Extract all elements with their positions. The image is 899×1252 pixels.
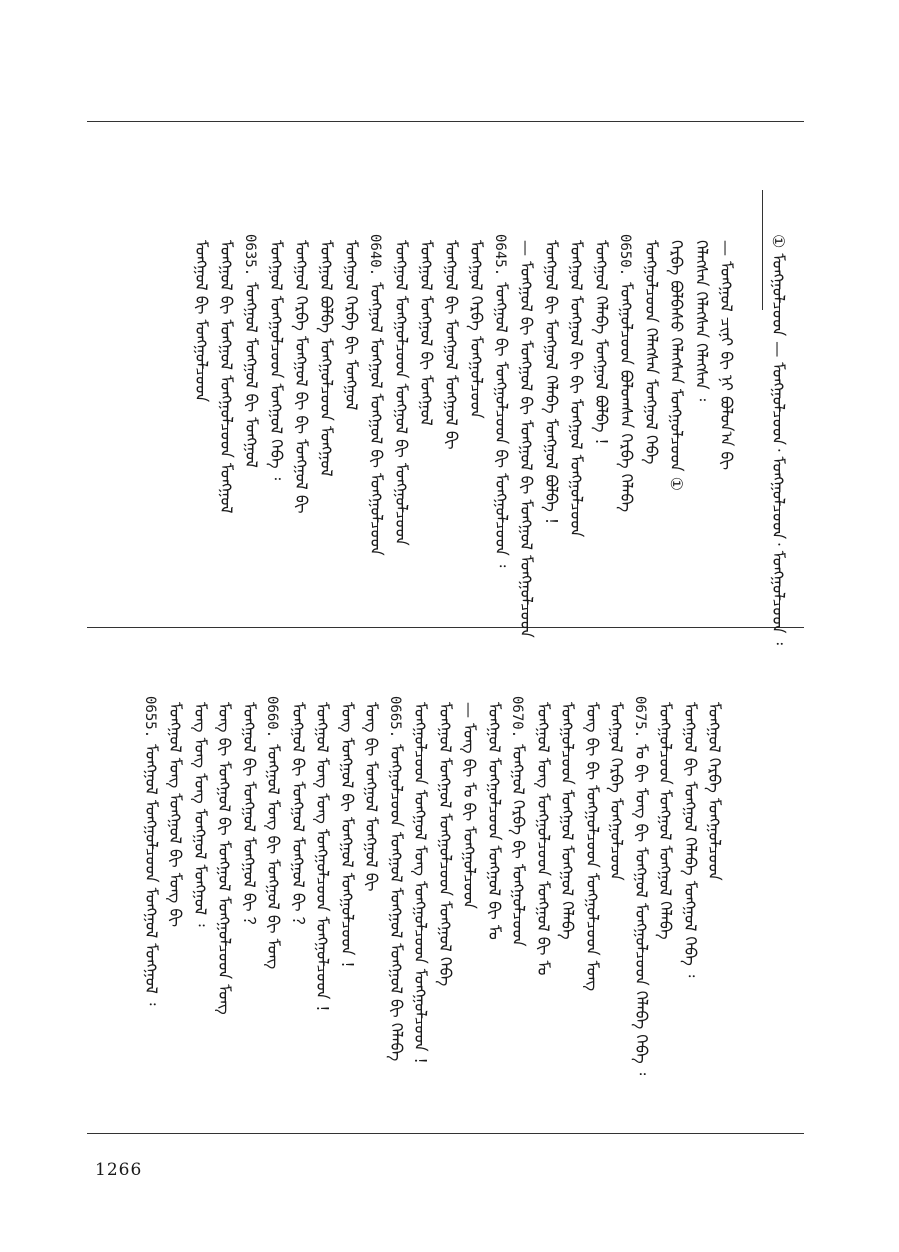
line-text: ᠮᠣᠩᠭᠤᠯ ᠮᠣᠩ ᠮᠣᠩ ᠮᠣᠩᠭᠤᠯᠴᠤᠳ ᠮᠣᠩᠭᠤᠯᠴᠤᠳ ！ — [313, 702, 332, 1021]
line-text: ᠮᠣᠩᠭᠤᠯᠴᠤᠳ ᠪᠣᠯᠤᠭᠰᠠᠨ ᠬᠡᠷᠪᠡ ᠬᠡᠯᠡᠪᠡ — [617, 282, 636, 513]
top-line — [191, 234, 210, 402]
bottom-line — [239, 696, 258, 933]
top-line — [216, 234, 235, 514]
bottom-line — [680, 696, 699, 977]
top-line — [366, 234, 385, 556]
bottom-line — [410, 696, 429, 1073]
line-text: — ᠮᠣᠩ ᠪᠢ ᠮᠣ ᠪᠢ ᠮᠣᠩᠭᠤᠯᠴᠤᠳ — [460, 702, 479, 909]
line-number: 0655. — [141, 696, 158, 739]
line-number: 0665. — [386, 696, 403, 739]
line-text: ᠮᠣᠩᠭᠤᠯᠴᠤᠳ ᠮᠣᠩᠭᠤᠯ ᠮᠣᠩ ᠮᠣᠩᠭᠤᠯᠴᠤᠳ ᠮᠣᠩᠭᠤᠯᠴᠤᠳ ！ — [411, 702, 430, 1073]
line-text: ᠮᠣᠩᠭᠤᠯ ᠬᠡᠷᠪᠡ ᠮᠣᠩᠭᠤᠯᠴᠤᠳ — [467, 240, 486, 419]
line-number: 0640. — [367, 234, 383, 277]
top-line — [416, 234, 435, 426]
top-line — [516, 234, 535, 638]
bottom-line — [606, 696, 625, 881]
line-text: ᠮᠣᠩᠭᠤᠯ ᠬᠡᠷᠪᠡ ᠪᠢ ᠮᠣᠩᠭᠤᠯ — [342, 240, 361, 411]
bottom-line — [435, 696, 454, 986]
top-line — [691, 234, 710, 401]
top-line — [591, 234, 610, 454]
line-text: ᠮᠣᠩᠭᠤᠯ ᠬᠡᠯᠡᠪᠡ ᠮᠣᠩᠭᠤᠯ ᠪᠣᠯᠪᠠ ！ — [592, 240, 611, 454]
line-text: ᠮᠣᠩᠭᠤᠯ ᠪᠢ ᠮᠣᠩᠭᠤᠯ ᠮᠣᠩᠭᠤᠯᠴᠤᠳ ᠮᠣᠩᠭᠤᠯ — [217, 240, 236, 514]
line-text: ᠮᠣᠩ ᠮᠣᠩ ᠮᠣᠩ ᠮᠣᠩᠭᠤᠯ ᠮᠣᠩᠭᠤᠯ ᠄ — [190, 702, 210, 927]
line-text: ᠮᠣᠩᠭᠤᠯ ᠪᠢ ᠮᠣᠩᠭᠤᠯ ᠬᠡᠯᠡᠪᠡ ᠮᠣᠩᠭᠤᠯ ᠭᠡᠪᠡ ᠄ — [680, 702, 700, 978]
bottom-line — [386, 696, 405, 1061]
line-text: — ᠮᠣᠩᠭᠤᠯ ᠪᠢ ᠮᠣᠩᠭᠤᠯ ᠪᠢ ᠮᠣᠩᠭᠤᠯ ᠪᠢ ᠮᠣᠩᠭᠤᠯ ᠮᠣᠩᠭᠤᠯᠴᠤᠳ — [517, 240, 536, 638]
top-line — [666, 234, 685, 491]
top-line — [641, 234, 660, 464]
line-number: 0660. — [264, 696, 280, 739]
footnote — [769, 234, 787, 645]
line-text: ᠮᠣᠩᠭᠤᠯ ᠪᠣᠯᠪᠠ ᠮᠣᠩᠭᠤᠯᠴᠤᠳ ᠮᠣᠩᠭᠤᠯ — [317, 240, 336, 477]
top-line — [566, 234, 585, 537]
top-line — [291, 234, 310, 514]
line-text: — ᠮᠣᠩᠭᠤᠯ ᠴᠢᠨᠢ ᠪᠢ ᠨᠢ ᠪᠣᠯᠤᠨ᠎ᠠ ᠪᠢ — [717, 240, 736, 471]
bottom-line — [337, 696, 356, 977]
bottom-line — [557, 696, 576, 940]
bottom-line — [631, 696, 650, 1075]
top-line — [316, 234, 335, 477]
top-line — [241, 234, 260, 468]
line-text: ᠮᠣᠩᠭᠤᠯ ᠮᠣᠩᠭᠤᠯ ᠪᠢ ᠮᠣᠩᠭᠤᠯ — [242, 282, 261, 468]
line-text: ᠬᠡᠯᠡᠭᠰᠡᠨ ᠬᠡᠯᠡᠭᠰᠡᠨ ᠬᠡᠯᠡᠭᠰᠡᠨ ᠄ — [692, 240, 711, 402]
line-text: ᠮᠣᠩᠭᠤᠯ ᠬᠡᠷᠪᠡ ᠮᠣᠩᠭᠤᠯᠴᠤᠳ — [705, 702, 724, 881]
top-line — [491, 234, 510, 567]
bottom-line — [459, 696, 478, 909]
line-text: ᠬᠡᠷᠪᠡ ᠪᠣᠯᠪᠠᠰᠤ ᠬᠡᠯᠡᠭᠰᠡᠨ ᠮᠣᠩᠭᠤᠯᠴᠤᠳ ① — [667, 240, 686, 491]
line-text: ᠮᠣᠩᠭᠤᠯ ᠪᠢ ᠮᠣᠩᠭᠤᠯᠴᠤᠳ ᠪᠢ ᠮᠣᠩᠭᠤᠯᠴᠤᠳ ᠄ — [492, 282, 511, 568]
line-text: ᠮᠣᠩᠭᠤᠯᠴᠤᠳ ᠮᠣᠩᠭᠤᠯ ᠮᠣᠩᠭᠤᠯ ᠮᠣᠩᠭᠤᠯ ᠪᠢ ᠬᠡᠯᠡᠪᠡ — [386, 744, 406, 1062]
line-number: 0645. — [492, 234, 508, 277]
bottom-line — [533, 696, 552, 975]
bottom-line — [582, 696, 601, 991]
line-text: ᠮᠣᠩᠭᠤᠯ ᠮᠣᠩᠭᠤᠯᠴᠤᠳ ᠮᠣᠩᠭᠤᠯ ᠪᠢ ᠮᠣ — [484, 702, 504, 940]
bottom-text-panel — [87, 628, 804, 1133]
line-text: ᠮᠣᠩᠭᠤᠯ ᠮᠣᠩᠭᠤᠯ ᠪᠢ ᠪᠢ ᠮᠣᠩᠭᠤᠯ ᠮᠣᠩᠭᠤᠯᠴᠤᠳ — [567, 240, 586, 538]
top-line — [541, 234, 560, 533]
bottom-line — [704, 696, 723, 881]
top-line — [466, 234, 485, 419]
line-number: 0670. — [509, 696, 525, 739]
line-number: 0635. — [242, 234, 258, 277]
line-text: ᠮᠣᠩᠭᠤᠯ ᠪᠢ ᠮᠣᠩᠭᠤᠯ ᠮᠣᠩᠭᠤᠯ ᠪᠢ — [442, 240, 461, 450]
line-text: ᠮᠣᠩ ᠪᠢ ᠪᠢ ᠮᠣᠩᠭᠤᠯᠴᠤᠳ ᠮᠣᠩᠭᠤᠯᠴᠤᠳ ᠮᠣᠩ — [582, 702, 602, 992]
line-text: ᠮᠣᠩᠭᠤᠯ ᠬᠡᠷᠪᠡ ᠮᠣᠩᠭᠤᠯᠴᠤᠳ — [607, 702, 626, 881]
bottom-line — [508, 696, 527, 947]
line-text: ᠮᠣᠩᠭᠤᠯ ᠮᠣᠩ ᠪᠢ ᠮᠣᠩᠭᠤᠯ ᠪᠢ ᠮᠣᠩ — [264, 744, 283, 970]
line-text: ᠮᠣᠩᠭᠤᠯ ᠮᠣᠩᠭᠤᠯ ᠮᠣᠩᠭᠤᠯ ᠪᠢ ᠮᠣᠩᠭᠤᠯᠴᠤᠳ — [367, 282, 386, 556]
top-line — [441, 234, 460, 450]
page-number: 1266 — [95, 1160, 143, 1180]
footnote-divider — [762, 190, 763, 310]
line-text: ᠮᠣᠩᠭᠤᠯ ᠮᠣᠩᠭᠤᠯ ᠪᠢ ᠮᠣᠩᠭᠤᠯ — [417, 240, 436, 426]
bottom-line — [655, 696, 674, 940]
top-text-panel — [87, 122, 804, 645]
top-line — [266, 234, 285, 480]
bottom-line — [288, 696, 307, 933]
line-text: ᠮᠣ ᠪᠢ ᠮᠣᠩ ᠪᠢ ᠮᠣᠩᠭᠤᠯ ᠮᠣᠩᠭᠤᠯᠴᠤᠳ ᠬᠡᠯᠡᠪᠡ ᠭᠡᠪᠡ ᠄ — [631, 744, 651, 1076]
line-text: ᠮᠣᠩᠭᠤᠯ ᠮᠣᠩᠭᠤᠯᠴᠤᠳ ᠮᠣᠩᠭᠤᠯ ᠭᠡᠪᠡ ᠄ — [267, 240, 286, 481]
line-text: ᠮᠣᠩᠭᠤᠯ ᠮᠣᠩ ᠮᠣᠩᠭᠤᠯ ᠪᠢ ᠮᠣᠩ ᠪᠢ — [166, 702, 185, 928]
line-text: ᠮᠣᠩᠭᠤᠯᠴᠤᠳ ᠬᠡᠯᠡᠭᠰᠡᠨ ᠮᠣᠩᠭᠤᠯ ᠭᠡᠪᠡ — [642, 240, 661, 465]
bottom-line — [165, 696, 184, 927]
top-line — [341, 234, 360, 410]
line-text: ᠮᠣᠩ ᠪᠢ ᠮᠣᠩᠭᠤᠯ ᠪᠢ ᠮᠣᠩᠭᠤᠯ ᠮᠣᠩᠭᠤᠯᠴᠤᠳ ᠮᠣᠩ — [215, 702, 234, 1015]
line-text: ᠮᠣᠩᠭᠤᠯ ᠮᠣᠩᠭᠤᠯᠴᠤᠳ ᠮᠣᠩᠭᠤᠯ ᠪᠢ ᠮᠣᠩᠭᠤᠯᠴᠤᠳ — [392, 240, 411, 546]
top-line — [391, 234, 410, 546]
line-text: ᠮᠣᠩᠭᠤᠯ ᠪᠢ ᠮᠣᠩᠭᠤᠯ ᠮᠣᠩᠭᠤᠯ ᠪᠢ ？ — [239, 702, 259, 933]
bottom-line — [484, 696, 503, 940]
bottom-rule — [87, 1133, 804, 1134]
line-text: ᠮᠣᠩ ᠪᠢ ᠮᠣᠩᠭᠤᠯ ᠮᠣᠩᠭᠤᠯ ᠪᠢ — [362, 702, 381, 892]
line-text: ᠮᠣᠩᠭᠤᠯ ᠬᠡᠷᠪᠡ ᠪᠢ ᠮᠣᠩᠭᠤᠯᠴᠤᠳ — [509, 744, 528, 947]
line-text: ᠮᠣᠩᠭᠤᠯ ᠮᠣᠩᠭᠤᠯᠴᠤᠳ ᠮᠣᠩᠭᠤᠯ ᠮᠣᠩᠭᠤᠯ ᠄ — [141, 744, 161, 1006]
line-text: ᠮᠣᠩᠭᠤᠯ ᠬᠡᠷᠪᠡ ᠮᠣᠩᠭᠤᠯ ᠪᠢ ᠪᠢ ᠮᠣᠩᠭᠤᠯ ᠪᠢ — [292, 240, 311, 514]
line-text: ᠮᠣᠩ ᠮᠣᠩᠭᠤᠯ ᠪᠢ ᠮᠣᠩᠭᠤᠯ ᠮᠣᠩᠭᠤᠯᠴᠤᠳ ！ — [337, 702, 357, 977]
line-text: ᠮᠣᠩᠭᠤᠯ ᠪᠢ ᠮᠣᠩᠭᠤᠯᠴᠤᠳ — [192, 240, 211, 403]
line-text: ᠮᠣᠩᠭᠤᠯ ᠪᠢ ᠮᠣᠩᠭᠤᠯ ᠬᠡᠯᠡᠪᠡ ᠮᠣᠩᠭᠤᠯ ᠪᠣᠯᠪᠠ ！ — [542, 240, 561, 533]
line-text: ᠮᠣᠩᠭᠤᠯ ᠮᠣᠩ ᠮᠣᠩᠭᠤᠯᠴᠤᠳ ᠮᠣᠩᠭᠤᠯ ᠪᠢ ᠮᠣ — [533, 702, 553, 976]
bottom-line — [263, 696, 282, 969]
bottom-line — [214, 696, 233, 1015]
line-text: ᠮᠣᠩᠭᠤᠯᠴᠤᠳ ᠮᠣᠩᠭᠤᠯ ᠮᠣᠩᠭᠤᠯ ᠬᠡᠯᠡᠪᠡ — [656, 702, 675, 940]
line-number: 0650. — [617, 234, 633, 277]
footnote-text: ① ᠮᠣᠩᠭᠤᠯᠴᠤᠳ — ᠮᠣᠩᠭᠤᠯᠴᠤᠳ᠂ ᠮᠣᠩᠭᠤᠯᠴᠤᠳ᠂ ᠮᠣᠩᠭᠤᠯᠴᠤᠳ ᠄ — [769, 234, 788, 645]
bottom-line — [190, 696, 209, 927]
bottom-line — [141, 696, 160, 1005]
line-text: ᠮᠣᠩᠭᠤᠯ ᠪᠢ ᠮᠣᠩᠭᠤᠯ ᠮᠣᠩᠭᠤᠯ ᠪᠢ ？ — [288, 702, 308, 933]
top-line — [716, 234, 735, 470]
line-text: ᠮᠣᠩᠭᠤᠯᠴᠤᠳ ᠮᠣᠩᠭᠤᠯ ᠮᠣᠩᠭᠤᠯ ᠬᠡᠯᠡᠪᠡ — [558, 702, 577, 940]
top-line — [616, 234, 635, 512]
bottom-line — [361, 696, 380, 891]
line-number: 0675. — [631, 696, 648, 739]
bottom-line — [312, 696, 331, 1020]
line-text: ᠮᠣᠩᠭᠤᠯ ᠮᠣᠩᠭᠤᠯ ᠮᠣᠩᠭᠤᠯᠴᠤᠳ ᠮᠣᠩᠭᠤᠯ ᠭᠡᠪᠡ — [435, 702, 455, 987]
